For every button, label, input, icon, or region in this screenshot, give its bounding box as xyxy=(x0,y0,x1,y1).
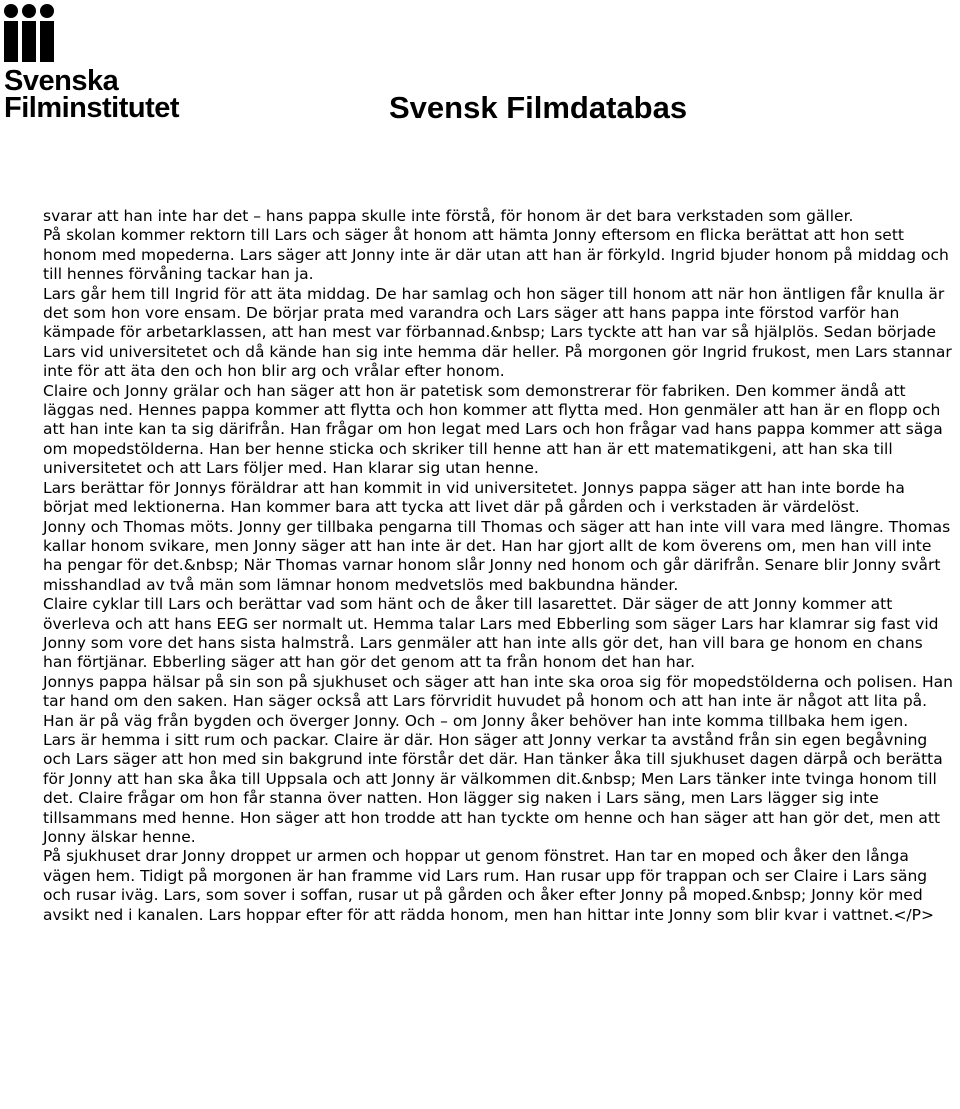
paragraph: Jonny och Thomas möts. Jonny ger tillbaka pengarna till Thomas och säger att han inte vill vara med längre. Thomas kallar honom svikare, men Jonny säger att han inte är det. Han har gjort allt de kom överens om, men han vill inte ha pengar för det.&nbsp; När Thomas varnar honom slår Jonny ned honom och går därifrån. Senare blir Jonny svårt misshandlad av två män som lämnar honom medvetslös med bakbundna händer. xyxy=(43,517,951,594)
paragraph: Lars berättar för Jonnys föräldrar att han kommit in vid universitetet. Jonnys pappa säger att han inte borde ha börjat med lektionerna. Han kommer bara att tycka att livet där på gården och i verkstaden är värdelöst. xyxy=(43,478,905,517)
paragraph: Claire cyklar till Lars och berättar vad som hänt och de åker till lasarettet. Där säger de att Jonny kommer att överleva och att hans EEG ser normalt ut. Hemma talar Lars med Ebberling som säger Lars har klamrar sig fast vid Jonny som vore det hans sista halmstrå. Lars genmäler att han inte alls gör det, han vill bara ge honom en chans han förtjänar. Ebberling säger att han gör det genom att ta från honom det han har. xyxy=(43,595,939,672)
logo-line-1: Svenska xyxy=(4,65,119,97)
svenska-filminstitutet-logo xyxy=(4,4,204,126)
logo-mark-icon xyxy=(4,4,54,62)
paragraph: Lars är hemma i sitt rum och packar. Claire är där. Hon säger att Jonny verkar ta avstånd från sin egen begåvning och Lars säger att hon med sin bakgrund inte förstår det där. Han tänker åka till sjukhuset dagen därpå och berätta för Jonny att han ska åka till Uppsala och att Jonny är välkommen dit.&nbsp; Men Lars tänker inte tvinga honom till det. Claire frågar om hon får stanna över natten. Hon lägger sig naken i Lars säng, men Lars lägger sig inte tillsammans med henne. Hon säger att hon trodde att han tyckte om henne och han säger att han gör det, men att Jonny älskar henne. xyxy=(43,730,943,846)
paragraph: Lars går hem till Ingrid för att äta middag. De har samlag och hon säger till honom att när hon äntligen får knulla är det som hon vore ensam. De börjar prata med varandra och Lars säger att hans pappa inte förstod varför han kämpade för arbetarklassen, att han mest var förbannad.&nbsp; Lars tyckte att han var så hjälplös. Sedan började Lars vid universitetet och då kände han sig inte hemma där heller. På morgonen gör Ingrid frukost, men Lars stannar inte för att äta den och hon blir arg och vrålar efter honom. xyxy=(43,284,952,381)
logo-line-2: Filminstitutet xyxy=(4,92,180,124)
site-title: Svensk Filmdatabas xyxy=(389,90,688,125)
logo-text xyxy=(4,65,204,124)
paragraph: På sjukhuset drar Jonny droppet ur armen och hoppar ut genom fönstret. Han tar en moped och åker den långa vägen hem. Tidigt på morgonen är han framme vid Lars rum. Han rusar upp för trappan och ser Claire i Lars säng och rusar iväg. Lars, som sover i soffan, rusar ut på gården och åker efter Jonny på moped.&nbsp; Jonny kör med avsikt ned i kanalen. Lars hoppar efter för att rädda honom, men han hittar inte Jonny som blir kvar i vattnet.</P> xyxy=(43,847,934,924)
article-body xyxy=(43,207,955,925)
paragraph: Claire och Jonny grälar och han säger att hon är patetisk som demonstrerar för fabriken. Den kommer ändå att läggas ned. Hennes pappa kommer att flytta och hon kommer att flytta med. Hon genmäler att han är en flopp och att han inte kan ta sig därifrån. Han frågar om hon legat med Lars och hon frågar vad hans pappa kommer att säga om mopedstölderna. Han ber henne sticka och skriker till henne att han är ett matematikgeni, att han ska till universitetet och att Lars följer med. Han klarar sig utan henne. xyxy=(43,381,943,478)
paragraph: Jonnys pappa hälsar på sin son på sjukhuset och säger att han inte ska oroa sig för mopedstölderna och polisen. Han tar hand om den saken. Han säger också att Lars förvridit huvudet på honom och att han inte är något att lita på. Han är på väg från bygden och överger Jonny. Och – om Jonny åker behöver han inte komma tillbaka hem igen. xyxy=(43,672,953,730)
paragraph: svarar att han inte har det – hans pappa skulle inte förstå, för honom är det bara verkstaden som gäller. xyxy=(43,207,854,225)
paragraph: På skolan kommer rektorn till Lars och säger åt honom att hämta Jonny eftersom en flicka berättat att hon sett honom med mopederna. Lars säger att Jonny inte är där utan att han är förkyld. Ingrid bjuder honom på middag och till hennes förvåning tackar han ja. xyxy=(43,226,949,284)
